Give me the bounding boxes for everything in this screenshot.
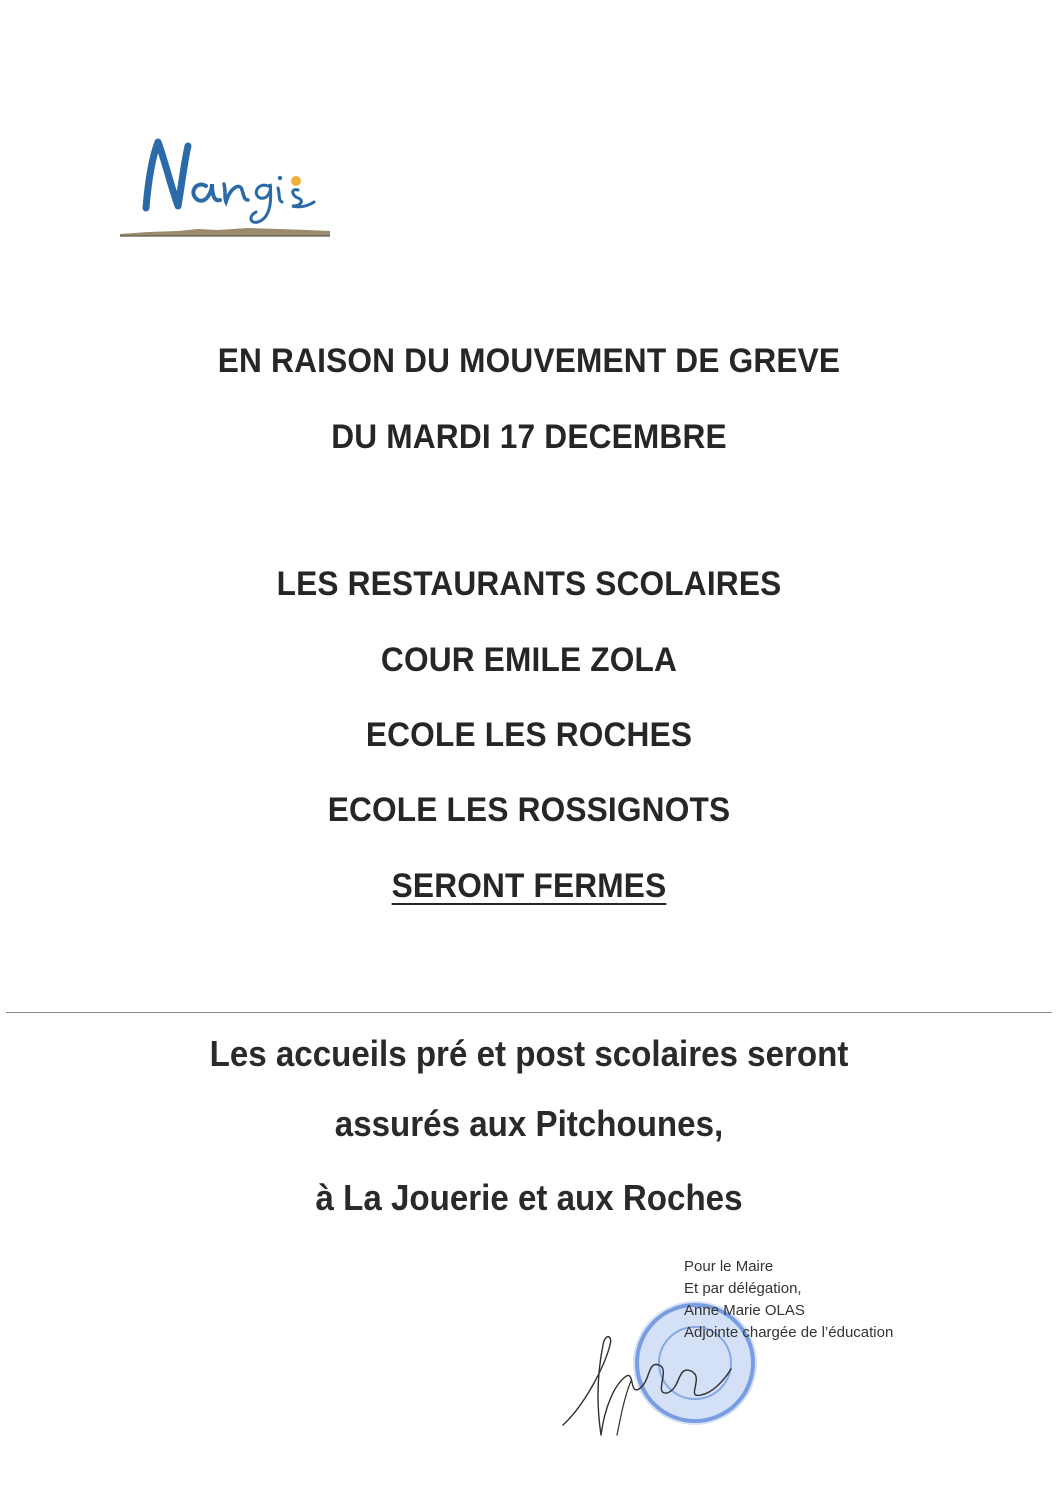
care-line-1: Les accueils pré et post scolaires seront — [209, 1033, 849, 1074]
care-line-2: assurés aux Pitchounes, — [334, 1103, 724, 1144]
notice-line-3: LES RESTAURANTS SCOLAIRES — [276, 565, 782, 603]
signature-line-2: Et par délégation, — [684, 1280, 802, 1297]
nangis-logo-graphic — [118, 128, 333, 240]
notice-line-6: ECOLE LES ROSSIGNOTS — [327, 791, 731, 829]
notice-line-4: COUR EMILE ZOLA — [380, 641, 678, 679]
notice-line-5: ECOLE LES ROCHES — [365, 716, 693, 754]
signature-line-1: Pour le Maire — [684, 1258, 774, 1275]
signatory-name: Anne Marie OLAS — [684, 1302, 805, 1319]
closure-statement: SERONT FERMES — [391, 867, 667, 905]
closure-statement-wrap — [37, 866, 1021, 906]
nangis-logo — [118, 128, 333, 240]
care-line-3: à La Jouerie et aux Roches — [315, 1177, 743, 1218]
sun-icon — [291, 176, 301, 186]
notice-line-2: DU MARDI 17 DECEMBRE — [331, 418, 727, 456]
signatory-title: Adjointe chargée de l’éducation — [684, 1324, 894, 1341]
section-divider — [6, 1012, 1052, 1013]
signature-block — [684, 1256, 893, 1344]
notice-line-1: EN RAISON DU MOUVEMENT DE GREVE — [217, 342, 841, 380]
